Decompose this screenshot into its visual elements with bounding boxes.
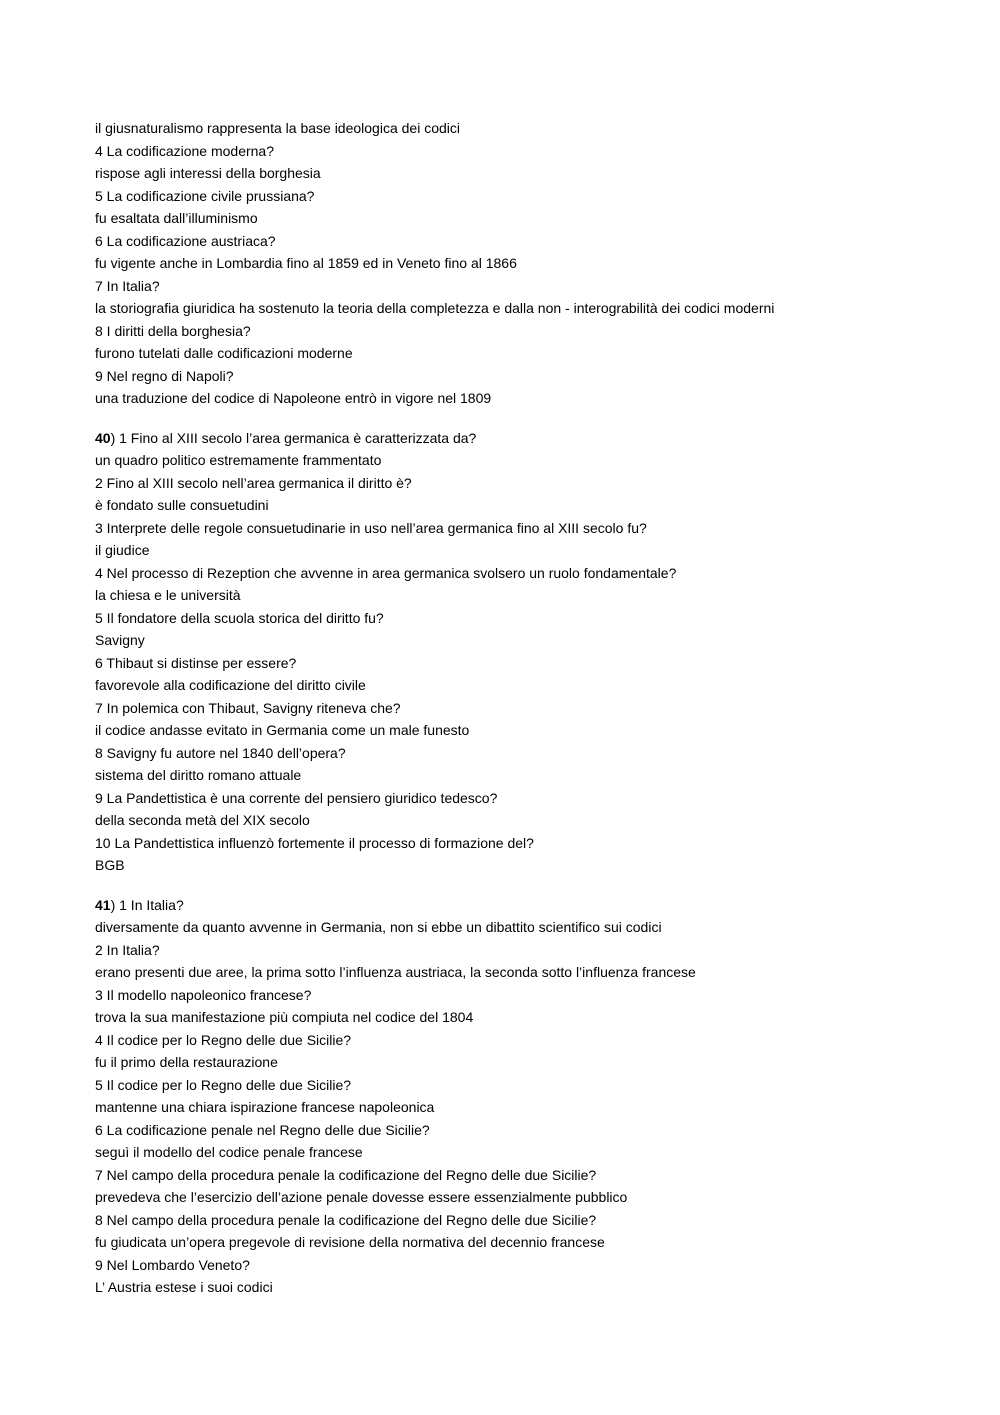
section-40 — [95, 427, 955, 877]
text-line: il giusnaturalismo rappresenta la base ideologica dei codici — [95, 120, 460, 136]
question-line: 7 Nel campo della procedura penale la codificazione del Regno delle due Sicilie? — [95, 1166, 597, 1183]
question-line: 9 Nel Lombardo Veneto? — [95, 1256, 250, 1273]
question-line: 4 Nel processo di Rezeption che avvenne in area germanica svolsero un ruolo fondamentale? — [95, 564, 677, 581]
question-line: 8 Savigny fu autore nel 1840 dell’opera? — [95, 744, 346, 761]
question-line: 8 Nel campo della procedura penale la codificazione del Regno delle due Sicilie? — [95, 1211, 597, 1228]
question-line: 2 In Italia? — [95, 941, 160, 958]
answer-line: furono tutelati dalle codificazioni moderne — [95, 345, 353, 361]
question-line: 5 Il fondatore della scuola storica del diritto fu? — [95, 609, 384, 626]
answer-line: BGB — [95, 857, 125, 873]
answer-line: è fondato sulle consuetudini — [95, 497, 269, 513]
question-line: 9 La Pandettistica è una corrente del pensiero giuridico tedesco? — [95, 789, 498, 806]
answer-line: diversamente da quanto avvenne in Germania, non si ebbe un dibattito scientifico sui codici — [95, 919, 662, 935]
answer-line: la storiografia giuridica ha sostenuto la teoria della completezza e dalla non - interograbilità dei codici moderni — [95, 300, 775, 316]
answer-line: erano presenti due aree, la prima sotto l’influenza austriaca, la seconda sotto l’influenza francese — [95, 964, 696, 980]
section-number: 40 — [95, 429, 111, 446]
answer-line: un quadro politico estremamente frammentato — [95, 452, 382, 468]
section-heading-line — [95, 894, 955, 917]
answer-line: Savigny — [95, 632, 145, 648]
question-line: 9 Nel regno di Napoli? — [95, 367, 234, 384]
intro-block — [95, 117, 955, 410]
question-line: 10 La Pandettistica influenzò fortemente il processo di formazione del? — [95, 834, 534, 851]
question-line: 2 Fino al XIII secolo nell’area germanica il diritto è? — [95, 474, 412, 491]
answer-line: il codice andasse evitato in Germania come un male funesto — [95, 722, 470, 738]
answer-line: la chiesa e le università — [95, 587, 241, 603]
answer-line: il giudice — [95, 542, 150, 558]
answer-line: fu vigente anche in Lombardia fino al 1859 ed in Veneto fino al 1866 — [95, 255, 517, 271]
question-text: ) 1 Fino al XIII secolo l’area germanica è caratterizzata da? — [110, 429, 477, 446]
answer-line: favorevole alla codificazione del diritto civile — [95, 677, 366, 693]
answer-line: rispose agli interessi della borghesia — [95, 165, 321, 181]
answer-line: L’ Austria estese i suoi codici — [95, 1279, 273, 1295]
section-heading-line — [95, 427, 955, 450]
question-line: 6 Thibaut si distinse per essere? — [95, 654, 297, 671]
answer-line: fu esaltata dall’illuminismo — [95, 210, 258, 226]
section-number: 41 — [95, 896, 111, 913]
question-line: 5 La codificazione civile prussiana? — [95, 187, 315, 204]
document-page — [95, 117, 955, 1316]
question-text: ) 1 In Italia? — [110, 896, 184, 913]
answer-line: fu il primo della restaurazione — [95, 1054, 278, 1070]
question-line: 5 Il codice per lo Regno delle due Sicilie? — [95, 1076, 352, 1093]
question-line: 6 La codificazione penale nel Regno delle due Sicilie? — [95, 1121, 430, 1138]
answer-line: trova la sua manifestazione più compiuta nel codice del 1804 — [95, 1009, 474, 1025]
question-line: 4 La codificazione moderna? — [95, 142, 275, 159]
question-line: 6 La codificazione austriaca? — [95, 232, 276, 249]
question-line: 3 Il modello napoleonico francese? — [95, 986, 312, 1003]
question-line: 4 Il codice per lo Regno delle due Sicilie? — [95, 1031, 352, 1048]
answer-line: prevedeva che l’esercizio dell’azione penale dovesse essere essenzialmente pubblico — [95, 1189, 628, 1205]
answer-line: fu giudicata un’opera pregevole di revisione della normativa del decennio francese — [95, 1234, 605, 1250]
answer-line: seguì il modello del codice penale francese — [95, 1144, 363, 1160]
question-line: 7 In Italia? — [95, 277, 160, 294]
question-line: 7 In polemica con Thibaut, Savigny riteneva che? — [95, 699, 401, 716]
answer-line: sistema del diritto romano attuale — [95, 767, 302, 783]
question-line: 3 Interprete delle regole consuetudinarie in uso nell’area germanica fino al XIII secolo fu? — [95, 519, 647, 536]
answer-line: mantenne una chiara ispirazione francese napoleonica — [95, 1099, 435, 1115]
answer-line: una traduzione del codice di Napoleone entrò in vigore nel 1809 — [95, 390, 492, 406]
section-41 — [95, 894, 955, 1299]
answer-line: della seconda metà del XIX secolo — [95, 812, 310, 828]
question-line: 8 I diritti della borghesia? — [95, 322, 251, 339]
